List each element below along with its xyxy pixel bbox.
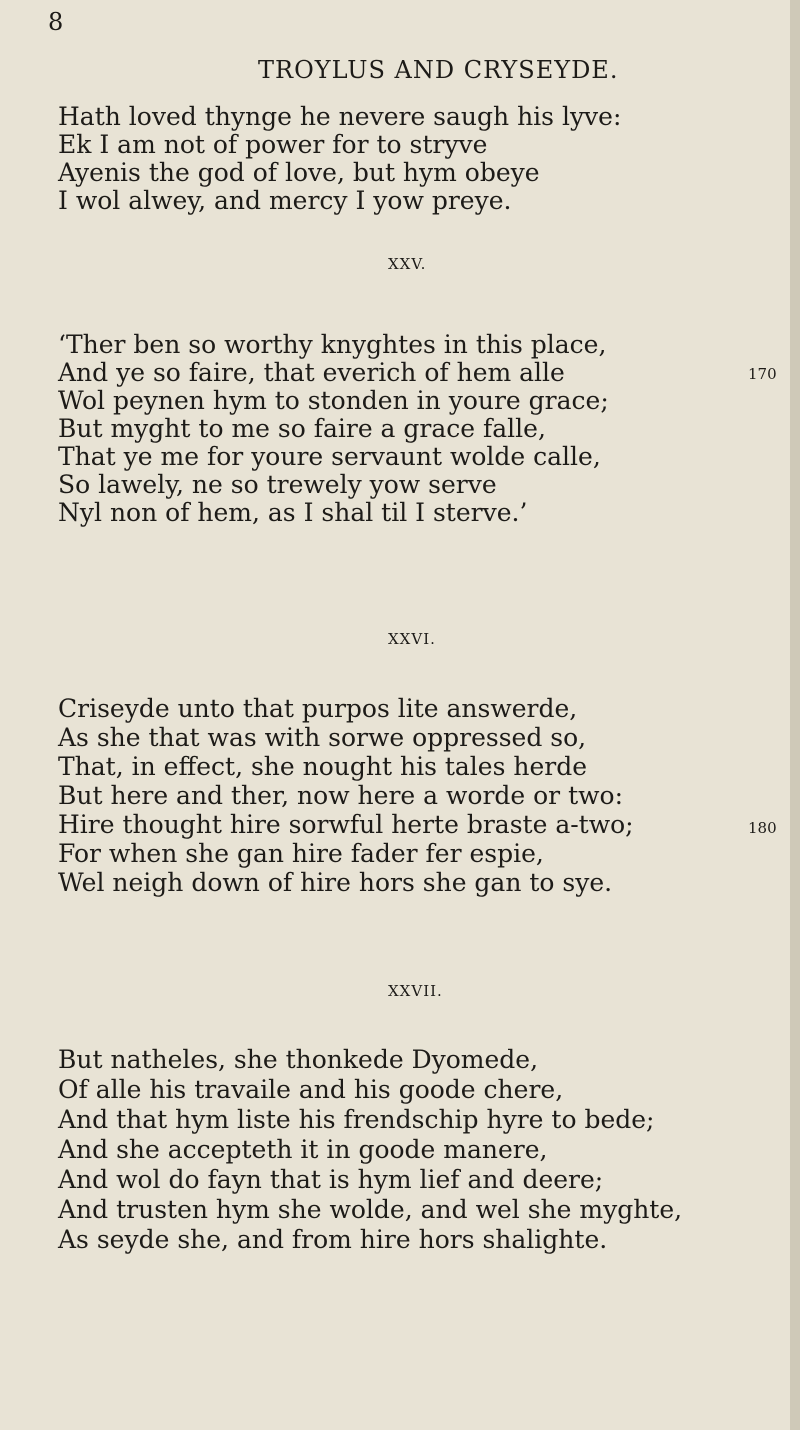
verse-line: Wel neigh down of hire hors she gan to sye. xyxy=(58,868,613,897)
verse-line: But here and ther, now here a worde or two: xyxy=(58,781,624,810)
running-title: TROYLUS AND CRYSEYDE. xyxy=(258,56,619,84)
verse-line: As seyde she, and from hire hors shalighte. xyxy=(58,1225,608,1254)
line-number-170: 170 xyxy=(748,365,777,383)
page-number: 8 xyxy=(48,8,64,36)
verse-line: Criseyde unto that purpos lite answerde, xyxy=(58,694,578,723)
verse-line: Of alle his travaile and his goode chere, xyxy=(58,1075,564,1104)
verse-line: Nyl non of hem, as I shal til I sterve.’ xyxy=(58,498,528,527)
verse-line: Hire thought hire sorwful herte braste a-two; xyxy=(58,810,634,839)
verse-line: As she that was with sorwe oppressed so, xyxy=(58,723,587,752)
verse-line: And ye so faire, that everich of hem alle xyxy=(58,358,565,387)
verse-line: And trusten hym she wolde, and wel she myghte, xyxy=(58,1195,683,1224)
verse-line: Hath loved thynge he nevere saugh his lyve: xyxy=(58,102,622,131)
stanza-heading: XXV. xyxy=(388,255,427,273)
stanza-heading: XXVII. xyxy=(388,982,443,1000)
verse-line: And wol do fayn that is hym lief and deere; xyxy=(58,1165,604,1194)
verse-line: That ye me for youre servaunt wolde calle, xyxy=(58,442,601,471)
verse-line: ‘Ther ben so worthy knyghtes in this place, xyxy=(58,330,607,359)
verse-line: But myght to me so faire a grace falle, xyxy=(58,414,546,443)
verse-line: That, in effect, she nought his tales herde xyxy=(58,752,588,781)
stanza-heading: XXVI. xyxy=(388,630,436,648)
verse-line: Wol peynen hym to stonden in youre grace; xyxy=(58,386,609,415)
verse-line: And that hym liste his frendschip hyre to bede; xyxy=(58,1105,655,1134)
verse-line: So lawely, ne so trewely yow serve xyxy=(58,470,497,499)
verse-line: Ayenis the god of love, but hym obeye xyxy=(58,158,540,187)
verse-line: But natheles, she thonkede Dyomede, xyxy=(58,1045,539,1074)
verse-line: I wol alwey, and mercy I yow preye. xyxy=(58,186,512,215)
verse-line: And she accepteth it in goode manere, xyxy=(58,1135,548,1164)
verse-line: Ek I am not of power for to stryve xyxy=(58,130,488,159)
line-number-180: 180 xyxy=(748,819,777,837)
verse-line: For when she gan hire fader fer espie, xyxy=(58,839,544,868)
